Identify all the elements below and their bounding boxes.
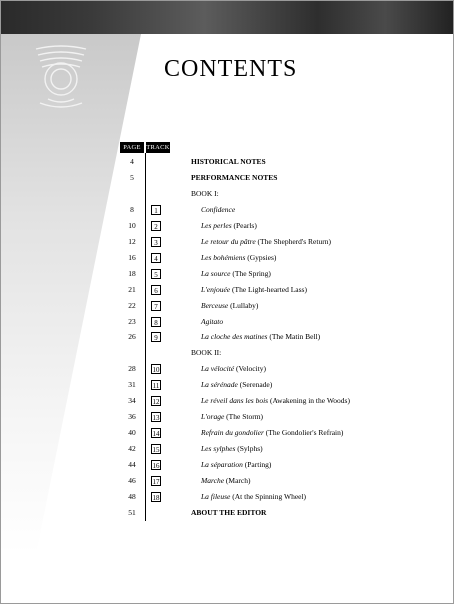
- entry-title: La source: [201, 268, 231, 278]
- page-number: 22: [128, 300, 136, 310]
- entry-title: Les bohémiens: [201, 252, 246, 262]
- contents-row: [120, 315, 440, 329]
- piece-entry: [201, 410, 263, 424]
- track-number: 16: [152, 462, 160, 471]
- entry-translation: (Lullaby): [230, 300, 259, 310]
- track-number: 15: [152, 446, 160, 455]
- page-column-header: PAGE: [120, 142, 144, 153]
- entry-title: La fileuse: [201, 491, 231, 501]
- contents-row: [120, 203, 440, 217]
- track-number: 18: [152, 493, 160, 502]
- track-number: 13: [152, 414, 160, 423]
- piece-entry: [201, 474, 251, 488]
- track-number: 12: [152, 398, 160, 407]
- page-number: 4: [130, 157, 134, 166]
- entry-title: Le réveil dans les bois: [201, 396, 269, 406]
- piece-entry: [201, 315, 223, 329]
- contents-row: [120, 171, 440, 185]
- page-number: 36: [128, 412, 136, 422]
- entry-translation: (Awakening in the Woods): [269, 396, 350, 406]
- entry-title: L'enjouée: [201, 284, 231, 294]
- piece-entry: [201, 362, 266, 376]
- entry-title: La cloche des matines: [201, 332, 268, 342]
- contents-row: [120, 346, 440, 360]
- page-number: 31: [128, 380, 136, 390]
- piece-entry: [201, 442, 263, 456]
- entry-title: L'orage: [201, 412, 225, 422]
- contents-row: [120, 506, 440, 520]
- track-number: 17: [152, 478, 160, 486]
- entry-translation: (The Shepherd's Return): [257, 236, 331, 246]
- track-number: 6: [151, 285, 161, 295]
- page-number: 21: [128, 284, 136, 294]
- contents-row: [120, 362, 440, 376]
- page-number: 48: [128, 491, 136, 501]
- track-number: 2: [151, 221, 161, 231]
- entry-translation: (The Matin Bell): [269, 332, 321, 342]
- entry-title: Refrain du gondolier: [201, 428, 264, 438]
- track-number: 8: [151, 317, 161, 327]
- section-entry: [191, 506, 266, 520]
- track-number: 3: [151, 237, 161, 247]
- top-photo-band: [1, 1, 453, 34]
- track-number: 11: [152, 382, 160, 391]
- page-number: 18: [128, 268, 136, 278]
- entry-title: Confidence: [201, 204, 236, 214]
- track-number: 9: [151, 332, 161, 342]
- page-number: 10: [128, 220, 136, 230]
- entry-title: La vélocité: [201, 364, 235, 374]
- entry-title: La sérénade: [201, 380, 238, 390]
- entry-title: Marche: [201, 476, 225, 485]
- contents-row: [120, 490, 440, 504]
- page-number: 26: [128, 332, 136, 342]
- contents-row: [120, 410, 440, 424]
- contents-row: [120, 187, 440, 201]
- page-number: 5: [130, 172, 134, 182]
- piece-entry: [201, 203, 235, 217]
- entry-translation: (Serenade): [239, 380, 273, 390]
- entry-title: BOOK II:: [191, 348, 222, 358]
- contents-row: [120, 378, 440, 392]
- page-number: 44: [128, 460, 136, 470]
- entry-title: ABOUT THE EDITOR: [191, 507, 267, 517]
- piece-entry: [201, 219, 257, 233]
- piece-entry: [201, 458, 271, 472]
- entry-translation: (The Storm): [226, 412, 264, 422]
- piece-entry: [201, 235, 331, 249]
- contents-row: [120, 299, 440, 313]
- entry-translation: (March): [225, 476, 251, 485]
- track-number: 4: [151, 253, 161, 263]
- piece-entry: [201, 251, 276, 265]
- contents-row: [120, 330, 440, 344]
- entry-translation: (Pearls): [233, 220, 257, 230]
- entry-title: Les perles: [201, 220, 232, 230]
- entry-title: La séparation: [201, 460, 243, 470]
- entry-title: Les sylphes: [201, 444, 236, 454]
- entry-translation: (Sylphs): [237, 444, 263, 454]
- contents-row: [120, 394, 440, 408]
- entry-title: PERFORMANCE NOTES: [191, 172, 278, 182]
- entry-title: Agitato: [201, 316, 224, 326]
- entry-translation: (The Light-hearted Lass): [231, 284, 307, 294]
- contents-row: [120, 283, 440, 297]
- contents-row: [120, 426, 440, 440]
- piece-entry: [201, 394, 350, 408]
- contents-row: [120, 474, 440, 488]
- entry-translation: (The Gondolier's Refrain): [265, 428, 344, 438]
- page-number: 16: [128, 252, 136, 262]
- page-number: 23: [128, 316, 136, 326]
- track-number: 7: [151, 301, 161, 311]
- entry-translation: (At the Spinning Wheel): [232, 491, 307, 501]
- page-number: 40: [128, 428, 136, 438]
- track-number: 1: [151, 205, 161, 215]
- page-number: 28: [128, 364, 136, 374]
- contents-row: [120, 235, 440, 249]
- section-entry: [191, 155, 266, 169]
- piece-entry: [201, 299, 258, 313]
- page-number: 8: [130, 204, 134, 214]
- contents-row: [120, 155, 440, 169]
- track-number: 14: [152, 430, 160, 439]
- track-number: 5: [151, 269, 161, 279]
- page-number: 51: [128, 507, 136, 517]
- track-column-header: TRACK: [146, 144, 170, 151]
- entry-translation: (Velocity): [236, 364, 266, 374]
- piece-entry: [201, 490, 306, 504]
- contents-row: [120, 219, 440, 233]
- entry-translation: (The Spring): [232, 268, 271, 278]
- contents-row: [120, 267, 440, 281]
- piece-entry: [201, 426, 343, 440]
- entry-translation: (Gypsies): [247, 252, 277, 262]
- entry-title: Berceuse: [201, 300, 229, 310]
- book-heading: [191, 346, 221, 360]
- entry-title: HISTORICAL NOTES: [191, 157, 266, 166]
- entry-translation: (Parting): [244, 460, 272, 470]
- page-title: CONTENTS: [164, 56, 298, 82]
- page-number: 46: [128, 476, 136, 485]
- book-heading: [191, 187, 219, 201]
- track-number: 10: [152, 366, 160, 375]
- contents-row: [120, 251, 440, 265]
- section-entry: [191, 171, 277, 185]
- contents-row: [120, 458, 440, 472]
- page-number: 34: [128, 396, 136, 406]
- piece-entry: [201, 330, 320, 344]
- contents-row: [120, 442, 440, 456]
- entry-title: BOOK I:: [191, 188, 219, 198]
- piece-entry: [201, 267, 271, 281]
- piece-entry: [201, 283, 307, 297]
- page-number: 12: [128, 236, 136, 246]
- entry-title: Le retour du pâtre: [201, 236, 256, 246]
- crest-watermark-icon: [26, 41, 96, 111]
- piece-entry: [201, 378, 272, 392]
- page-number: 42: [128, 444, 136, 454]
